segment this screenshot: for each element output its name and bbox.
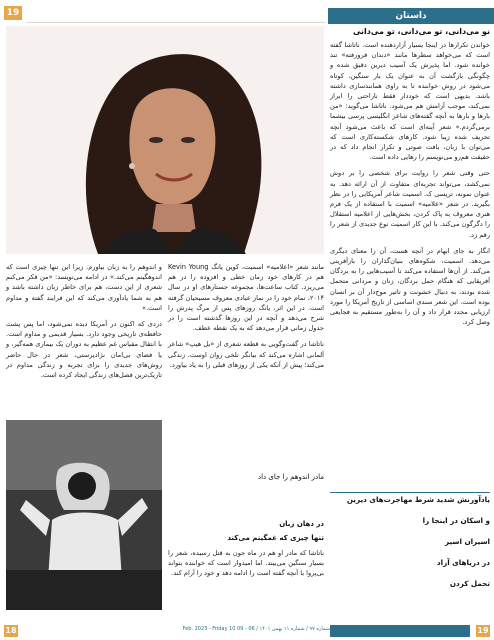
poem-line: در دهان زبان [279,520,324,528]
page-number-right: 19 [477,626,489,635]
poem-line: اسیران اسیر [445,537,490,546]
author-portrait-photo [6,26,324,254]
page-number-left: 18 [5,626,17,635]
section-label: داستان [328,8,494,24]
paragraph: دردی که اکنون در آمریکا دیده نمی‌شود، اما پس پشت حافظه‌ی تاریخی وجود دارد. بسیار قدیمی و مداوم است. با انتقال مقیاس غم عظیم به دوران یک بیماری همه‌گیر، و یا فضای بی‌امان نژادپرستی، شعر در حال حاضر روش‌های جدیدی را برای تجربه و زندگی مداوم در تاریک‌ترین فصل‌های زندگی ایجاد کرده است. [6,320,162,380]
paragraph: مانند شعر «اعلامیه» اسمیت، کوین یانگ Kevin Young هم در کارهای خود زمان خطی و افزوده را در هم می‌ریزد. کتاب ساعت‌ها، مجموعه جستارهای او در سال ۲۰۱۴، تمام خود را در نماز عبادی معروف مسیحیان گرفته است. در این اثر، یانگ روزهای پس از مرگ پدرش را شرح می‌دهد و آنچه در این روزها گذشته است را در جدول زمانی قرار می‌دهد که به یک نقطه عطف. [168,263,324,333]
article-title: نو می‌دانی، تو می‌دانی، تو می‌دانی [352,27,490,36]
poem-body: ناتاشا که مادر او هم در ماه جون به قتل رسیده، شعر را بسیار سنگین می‌بیند. اما امیدوار است که خواننده بتواند بی‌پروا با آنچه گفته است را ادامه دهد و خود را آرام کند. [168,549,324,578]
poem-block-right [330,495,490,600]
paragraph: انگار به جای ابهام در آنچه هست، آن را معنای دیگری می‌دهد. اسمیت، شکوه‌های بنیان‌گذاران را بازآفرینی می‌کند. از آن‌ها استفاده می‌کند تا آسیب‌هایی را به بردگان آفریقایی که هنگام حمل بردگان، زنان و مردانی متحمل شده بودند، به دنبال خشونت و تاثیر موج‌دار آن بر انسان بوده است. این شعر سندی اساسی از تاریخ آمریکا را مورد ارزیابی مجدد قرار داد و آن را به‌طور مستقیم به فجایعی وصل کرد. [330,246,490,327]
page-footer [0,624,494,640]
footer-accent-bar [330,625,470,637]
article-column-left [6,262,162,418]
poem-divider [330,492,490,493]
article-column-right [330,40,490,400]
paragraph: خواندن تکرارها در اینجا بسیار آزاردهنده است. ناتاشا گفته است که می‌خواهد سطرها مانند «دندان فرورفته» تند خوانده شود. اما پذیرش یک آسیب دیرین دقیق شده و چگونگی بازگشت آن به عنوان یک بار سنگین، کوتاه می‌شود در روش خواننده تا به راوی همانندسازی داشته باشد. بدیهی است که خوددار فقط ناراحتی را ابراز نمی‌کند، موجب آرامش هم می‌شود. ناتاشا می‌گوید: «من بارها و بارها به آنچه گفته‌های شاعر انگلیسی پرسی بیشما برمی‌گردم.» شعر آینه‌ای است که باعث می‌شود آنچه تحریف شده زیبا شود. کارهای شکسته‌کاری است که می‌توان با زبان، بافت صوتی و تکرار انجام داد که در حقیقت هم‌رو می‌نویسم را رهایی داده است. [330,41,490,162]
poem-block-middle [168,520,324,579]
poem-line: یادآورنش شدید شرط مهاجرت‌های دیرین [346,495,490,504]
top-divider [26,22,326,23]
poem-line: در دریاهای آزاد [436,558,490,567]
paragraph: حتی وقتی شعر را روایت برای شخصی را بر دوش نمی‌کشد، می‌تواند تجربه‌ای متفاوت از آن ارائه دهد. به عنوان نمونه، تریسی ک. اسمیت شاعر آمریکایی را در نظر بگیرید. در شعر «علامیه» اسمیت با استفاده از یک فرم هنری معروف به پاک کردن، بخش‌هایی از اعلامیه استقلال را دگرگون می‌کند. با این کار اسمیت نوع جدیدی از شعر را رقم زد. [330,169,490,239]
poem-line: تنها چیزی که غمگینم می‌کند [227,534,324,542]
portrait-illustration [6,26,324,254]
paragraph: ناتاشا در گفت‌وگویی به قطعه شعری از «یل هیپ» شاعر آلمانی اشاره می‌کند که بیانگر تلخی روان اوست. زندگی می‌کند؛ پیش از آنکه یکی از روزهای قبلی را به یاد بیاورد. [168,340,324,369]
footer-issue-info: شماره ۹۷ / شماره ۱۱ بهمن ۱۴۰۱ / 06 - 09 Feb. 2023 - Friday 10 [182,626,330,632]
historical-photo-illustration [6,420,162,610]
page-number-top: 19 [4,6,22,20]
pull-quote: مادر اندوهم را جای داد [257,473,324,481]
paragraph: و اندوهم را به زبان بیاورم. زیرا این تنها چیزی است که اندوهگینم می‌کند.» در ادامه می‌نویسد: «من فکر می‌کنم شعری از این دست، هم برای خاطر زبان داشته باشد و هم به شما یادآوری می‌کند که این فرایند گفته و مداوم است.» [6,263,162,312]
poem-line: و اسکان در اینجا را [422,516,490,525]
poem-line: تحمل کردن [449,579,490,588]
historical-photo [6,420,162,610]
top-bar [0,0,494,22]
article-column-middle [168,262,324,470]
